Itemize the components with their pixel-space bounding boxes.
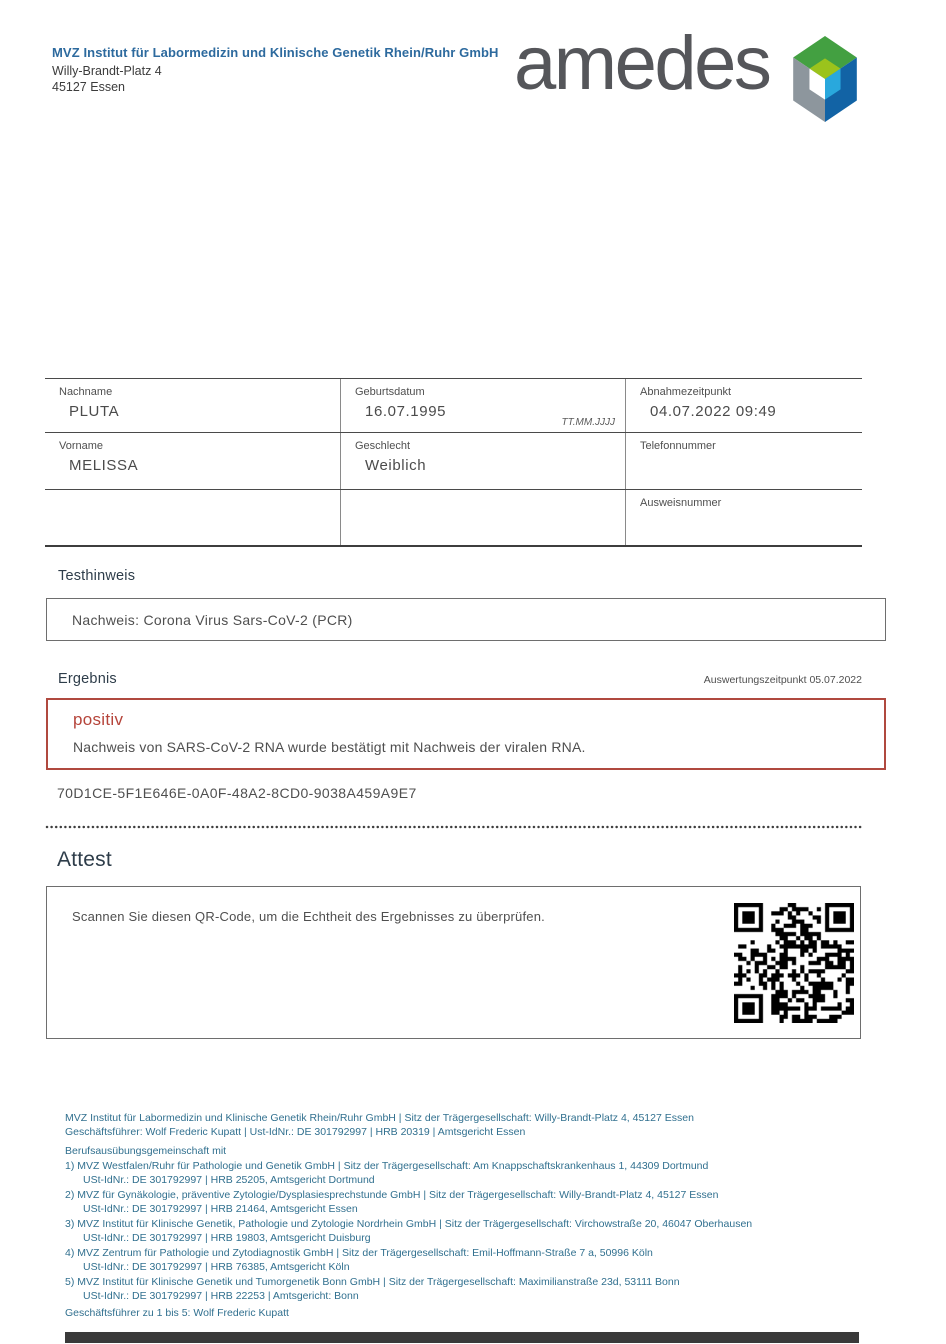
field-value: PLUTA — [69, 403, 120, 420]
footer-company-main: 3) MVZ Institut für Klinische Genetik, Pathologie und Zytologie Nordrhein GmbH | Sitz der Trägergesellschaft: Virchowstraße 20, 46047 Oberhausen — [65, 1218, 753, 1230]
table-row — [45, 490, 862, 545]
field-nachname — [45, 379, 340, 432]
org-name: MVZ Institut für Labormedizin und Klinische Genetik Rhein/Ruhr GmbH — [52, 45, 499, 60]
field-geburtsdatum — [340, 379, 625, 432]
field-empty — [45, 490, 340, 545]
result-value: positiv — [73, 710, 124, 729]
section-heading-ergebnis: Ergebnis — [58, 671, 117, 687]
field-label: Nachname — [59, 386, 113, 398]
field-label: Geschlecht — [355, 440, 411, 452]
field-label: Abnahmezeitpunkt — [640, 386, 732, 398]
footer-company — [65, 1275, 885, 1303]
field-label: Ausweisnummer — [640, 497, 722, 509]
footer-company-sub: USt-IdNr.: DE 301792997 | HRB 19803, Amtsgericht Duisburg — [83, 1232, 371, 1244]
amedes-wordmark: amedes — [514, 21, 770, 106]
footer-company-main: 2) MVZ für Gynäkologie, präventive Zytologie/Dysplasiesprechstunde GmbH | Sitz der Trägergesellschaft: Willy-Brandt-Platz 4, 45127 Essen — [65, 1189, 719, 1201]
footer-company — [65, 1159, 885, 1187]
field-value — [626, 509, 862, 514]
attest-box — [46, 886, 861, 1039]
patient-table — [45, 378, 862, 547]
field-label: Geburtsdatum — [355, 386, 425, 398]
footer-managing-line: Geschäftsführer zu 1 bis 5: Wolf Frederic Kupatt — [65, 1307, 289, 1319]
field-label: Vorname — [59, 440, 104, 452]
footer-company-sub: USt-IdNr.: DE 301792997 | HRB 76385, Amtsgericht Köln — [83, 1261, 350, 1273]
field-telefonnummer — [625, 433, 862, 489]
field-value: 16.07.1995 — [365, 403, 447, 420]
footer-company-sub: USt-IdNr.: DE 301792997 | HRB 22253 | Amtsgericht: Bonn — [83, 1290, 359, 1302]
field-empty — [340, 490, 625, 545]
result-box — [46, 698, 886, 770]
field-abnahmezeitpunkt — [625, 379, 862, 432]
testhinweis-value: Nachweis: Corona Virus Sars-CoV-2 (PCR) — [72, 611, 353, 628]
field-vorname — [45, 433, 340, 489]
footer-company-main: 1) MVZ Westfalen/Ruhr für Pathologie und Genetik GmbH | Sitz der Trägergesellschaft: Am Knappschaftskrankenhaus 1, 44309 Dortmund — [65, 1160, 709, 1172]
field-value: MELISSA — [69, 457, 139, 474]
footer-company-main: 4) MVZ Zentrum für Pathologie und Zytodiagnostik GmbH | Sitz der Trägergesellschaft: Emil-Hoffmann-Straße 7 a, 50996 Köln — [65, 1247, 653, 1259]
amedes-cube-logo — [788, 36, 862, 122]
auswertungszeitpunkt: Auswertungszeitpunkt 05.07.2022 — [703, 674, 862, 686]
field-label: Telefonnummer — [640, 440, 716, 452]
footer-company-sub: USt-IdNr.: DE 301792997 | HRB 25205, Amtsgericht Dortmund — [83, 1174, 375, 1186]
footer-company — [65, 1217, 885, 1245]
specimen-id: 70D1CE-5F1E646E-0A0F-48A2-8CD0-9038A459A9E7 — [57, 785, 417, 801]
field-value: Weiblich — [365, 457, 427, 474]
dotted-separator — [45, 825, 862, 829]
field-ausweisnummer — [625, 490, 862, 545]
footer-company-main: 5) MVZ Institut für Klinische Genetik und Tumorgenetik Bonn GmbH | Sitz der Trägergesellschaft: Maximilianstraße 23d, 53111 Bonn — [65, 1276, 680, 1288]
field-geschlecht — [340, 433, 625, 489]
footer-company-sub: USt-IdNr.: DE 301792997 | HRB 21464, Amtsgericht Essen — [83, 1203, 358, 1215]
result-detail: Nachweis von SARS-CoV-2 RNA wurde bestätigt mit Nachweis der viralen RNA. — [73, 739, 586, 755]
date-format-hint: TT.MM.JJJJ — [561, 417, 615, 428]
testhinweis-box — [46, 598, 886, 641]
footer-company — [65, 1188, 885, 1216]
field-value — [626, 452, 862, 457]
section-heading-attest: Attest — [57, 848, 112, 871]
org-address-line1: Willy-Brandt-Platz 4 — [52, 64, 162, 78]
footer-legal — [65, 1111, 885, 1320]
section-heading-testhinweis: Testhinweis — [58, 568, 136, 584]
footer-bar — [65, 1332, 859, 1343]
qr-code — [734, 903, 854, 1023]
org-address — [52, 63, 162, 95]
table-row — [45, 379, 862, 433]
footer-company — [65, 1246, 885, 1274]
footer-operator-line1: MVZ Institut für Labormedizin und Klinische Genetik Rhein/Ruhr GmbH | Sitz der Trägergesellschaft: Willy-Brandt-Platz 4, 45127 Essen — [65, 1112, 694, 1124]
footer-operator-line2: Geschäftsführer: Wolf Frederic Kupatt | Ust-IdNr.: DE 301792997 | HRB 20319 | Amtsgericht Essen — [65, 1126, 526, 1138]
footer-association-line: Berufsausübungsgemeinschaft mit — [65, 1145, 227, 1157]
field-value: 04.07.2022 09:49 — [650, 403, 777, 420]
qr-instruction: Scannen Sie diesen QR-Code, um die Echtheit des Ergebnisses zu überprüfen. — [72, 909, 545, 924]
table-row — [45, 433, 862, 490]
org-address-line2: 45127 Essen — [52, 80, 125, 94]
